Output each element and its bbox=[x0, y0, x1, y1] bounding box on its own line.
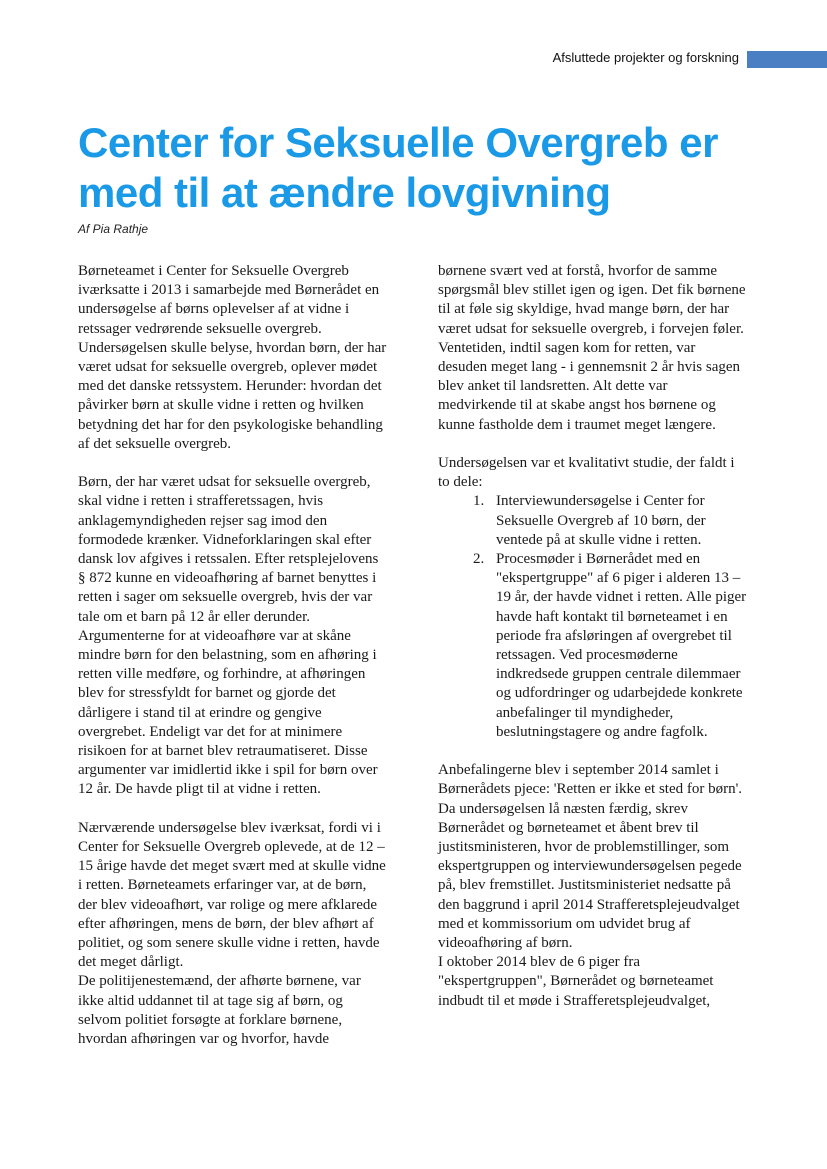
left-column bbox=[78, 262, 388, 1068]
list-item: 1. Interviewundersøgelse i Center for Seksuelle Overgreb af 10 børn, der ventede på at skulle vidne i retten. bbox=[488, 492, 748, 550]
paragraph: Nærværende undersøgelse blev iværksat, fordi vi i Center for Seksuelle Overgreb oplevede, at de 12 – 15 årige havde det meget svært med at skulle vidne i retten. Børneteamets erfaringer var, at de børn, der blev videoafhørt, var rolige og mere afklarede efter afhøringen, mens de børn, der blev afhørt af politiet, og som senere skulle vidne i retten, havde det meget dårligt. bbox=[78, 819, 386, 971]
study-parts-list bbox=[438, 492, 748, 742]
paragraph: De politijenestemænd, der afhørte børnene, var ikke altid uddannet til at tage sig af børn, og selvom politiet forsøgte at forklare børnene, hvordan afhøringen var og hvorfor, havde bbox=[78, 973, 361, 1048]
paragraph: Undersøgelsen var et kvalitativt studie, der faldt i to dele: bbox=[438, 455, 735, 491]
paragraph: Børneteamet i Center for Seksuelle Overgreb iværksatte i 2013 i samarbejde med Børnerådet en undersøgelse af børns oplevelser af at vidne i retssager vedrørende seksuelle overgreb. Undersøgelsen skulle belyse, hvordan børn, der har været udsat for seksuelle overgreb, oplever mødet med det danske retssystem. Herunder: hvordan det påvirker børn at skulle vidne i retten og hvilken betydning det har for den psykologiske behandling af det seksuelle overgreb. bbox=[78, 263, 387, 452]
paragraph: Da undersøgelsen lå næsten færdig, skrev Børnerådet og børneteamet et åbent brev til justitsministeren, hvor de problemstillinger, som ekspertgruppen og interviewundersøgelsen pegede på, blev fremstillet. Justitsministeriet nedsatte på den baggrund i april 2014 Strafferetsplejeudvalget med et kommissorium om udvidet brug af videoafhøring af børn. bbox=[438, 800, 742, 952]
article-byline: Af Pia Rathje bbox=[78, 222, 149, 236]
paragraph: Anbefalingerne blev i september 2014 samlet i Børnerådets pjece: 'Retten er ikke et sted for børn'. bbox=[438, 762, 743, 798]
article-title: Center for Seksuelle Overgreb er med til at ændre lovgivning bbox=[78, 119, 718, 216]
list-item: 2. Procesmøder i Børnerådet med en "ekspertgruppe" af 6 piger i alderen 13 – 19 år, der havde vidnet i retten. Alle piger havde haft kontakt til børneteamet i en periode fra afsløringen af overgrebet til retssagen. Ved procesmøderne indkredsede gruppen centrale dilemmaer og udfordringer og udarbejdede konkrete anbefalinger til myndigheder, beslutningstagere og andre fagfolk. bbox=[488, 550, 748, 742]
header-section-label: Afsluttede projekter og forskning bbox=[552, 50, 739, 65]
paragraph: børnene svært ved at forstå, hvorfor de samme spørgsmål blev stillet igen og igen. Det fik børnene til at føle sig skyldige, hvad mange børn, der har været udsat for seksuelle overgreb, i forvejen føler. Ventetiden, indtil sagen kom for retten, var desuden meget lang - i gennemsnit 2 år hvis sagen blev anket til landsretten. Alt dette var medvirkende til at skabe angst hos børnene og kunne fastholde dem i traumet meget længere. bbox=[438, 263, 746, 433]
paragraph: Børn, der har været udsat for seksuelle overgreb, skal vidne i retten i strafferetssagen, hvis anklagemyndigheden rejser sag imod den formodede krænker. Vidneforklaringen skal efter dansk lov afgives i retssalen. Efter retsplejelovens § 872 kunne en videoafhøring af barnet benyttes i retten i sager om seksuelle overgreb, hvis der var tale om et barn på 12 år eller derunder. Argumenterne for at videoafhøre var at skåne mindre børn for den belastning, som en afhøring i retten ville medføre, og forhindre, at afhøringen blev for stressfyldt for barnet og gjorde det dårligere i stand til at erindre og gengive overgrebet. Endeligt var det for at minimere risikoen for at barnet blev retraumatiseret. Disse argumenter var imidlertid ikke i spil for børn over 12 år. De havde pligt til at vidne i retten. bbox=[78, 474, 379, 798]
right-column bbox=[438, 262, 748, 1030]
paragraph: I oktober 2014 blev de 6 piger fra "ekspertgruppen", Børnerådet og børneteamet indbudt til et møde i Strafferetsplejeudvalget, bbox=[438, 954, 714, 1009]
header-accent-bar bbox=[747, 51, 827, 68]
